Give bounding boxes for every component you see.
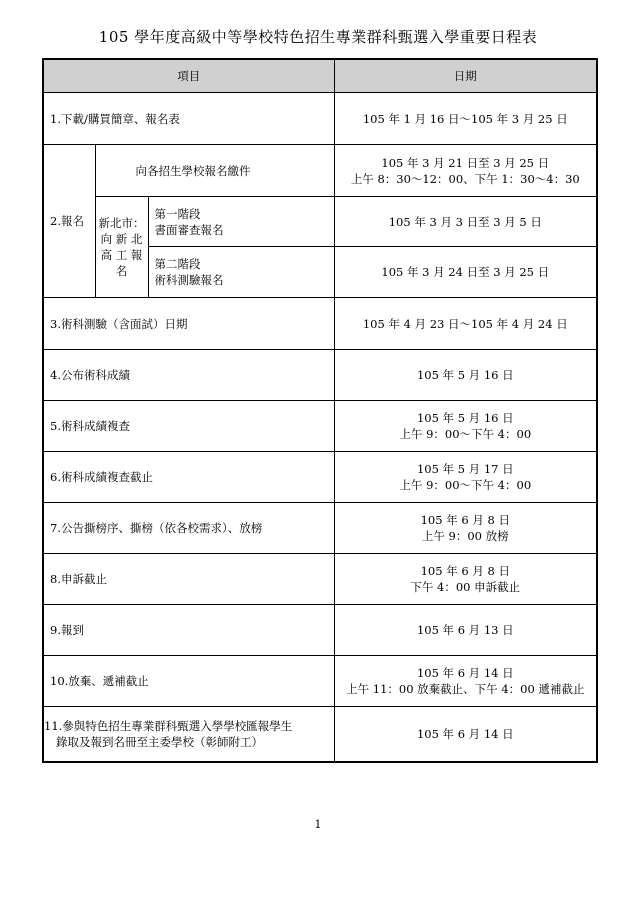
row-date: 105 年 3 月 24 日至 3 月 25 日 (334, 247, 597, 298)
row-item: 7.公告撕榜序、撕榜（依各校需求）、放榜 (43, 503, 334, 554)
table-row (43, 93, 597, 145)
row-date: 105 年 4 月 23 日～105 年 4 月 24 日 (334, 298, 597, 350)
table-row (43, 503, 597, 554)
page-number: 1 (314, 818, 322, 831)
row-item: 1.下載/購買簡章、報名表 (43, 93, 334, 145)
row-item: 11.參與特色招生專業群科甄選入學學校匯報學生 錄取及報到名冊至主委學校（彰師附工） (43, 707, 334, 762)
row-date: 105 年 6 月 14 日 上午 11：00 放棄截止、下午 4：00 遞補截止 (334, 656, 597, 707)
row-date: 105 年 6 月 8 日 下午 4：00 申訴截止 (334, 554, 597, 605)
table-row (43, 656, 597, 707)
schedule-table (42, 58, 598, 763)
row-subgroup-label: 新北市： 向 新 北 高 工 報 名 (95, 197, 148, 298)
page-title: 105 學年度高級中等學校特色招生專業群科甄選入學重要日程表 (98, 28, 538, 46)
table-row (43, 350, 597, 401)
row-item: 4.公布術科成績 (43, 350, 334, 401)
table-row (43, 605, 597, 656)
row-date: 105 年 3 月 3 日至 3 月 5 日 (334, 197, 597, 247)
table-row (43, 554, 597, 605)
table-row (43, 707, 597, 762)
row-date: 105 年 5 月 16 日 上午 9：00～下午 4：00 (334, 401, 597, 452)
row-subitem: 向各招生學校報名繳件 (95, 145, 334, 197)
row-date: 105 年 6 月 8 日 上午 9：00 放榜 (334, 503, 597, 554)
row-item: 2.報名 (43, 145, 95, 298)
row-item: 8.申訴截止 (43, 554, 334, 605)
row-item: 5.術科成績複查 (43, 401, 334, 452)
table-row (43, 145, 597, 197)
row-date: 105 年 6 月 14 日 (334, 707, 597, 762)
table-row (43, 197, 597, 247)
table-header-row (43, 59, 597, 93)
row-subitem: 第二階段 術科測驗報名 (148, 247, 334, 298)
row-date: 105 年 6 月 13 日 (334, 605, 597, 656)
row-date (334, 145, 597, 197)
row-date: 105 年 5 月 17 日 上午 9：00～下午 4：00 (334, 452, 597, 503)
table-row (43, 452, 597, 503)
table-row (43, 401, 597, 452)
header-date: 日期 (334, 59, 597, 93)
row-item: 6.術科成績複查截止 (43, 452, 334, 503)
row-item: 3.術科測驗（含面試）日期 (43, 298, 334, 350)
row-date: 105 年 1 月 16 日～105 年 3 月 25 日 (334, 93, 597, 145)
row-item: 9.報到 (43, 605, 334, 656)
row-subitem: 第一階段 書面審查報名 (148, 197, 334, 247)
row-date: 105 年 5 月 16 日 (334, 350, 597, 401)
header-item: 項目 (43, 59, 334, 93)
table-row (43, 298, 597, 350)
date-line: 105 年 3 月 21 日至 3 月 25 日 (381, 155, 550, 170)
row-item: 10.放棄、遞補截止 (43, 656, 334, 707)
time-line: 上午 8：30～12：00、下午 1：30～4：30 (350, 171, 580, 186)
